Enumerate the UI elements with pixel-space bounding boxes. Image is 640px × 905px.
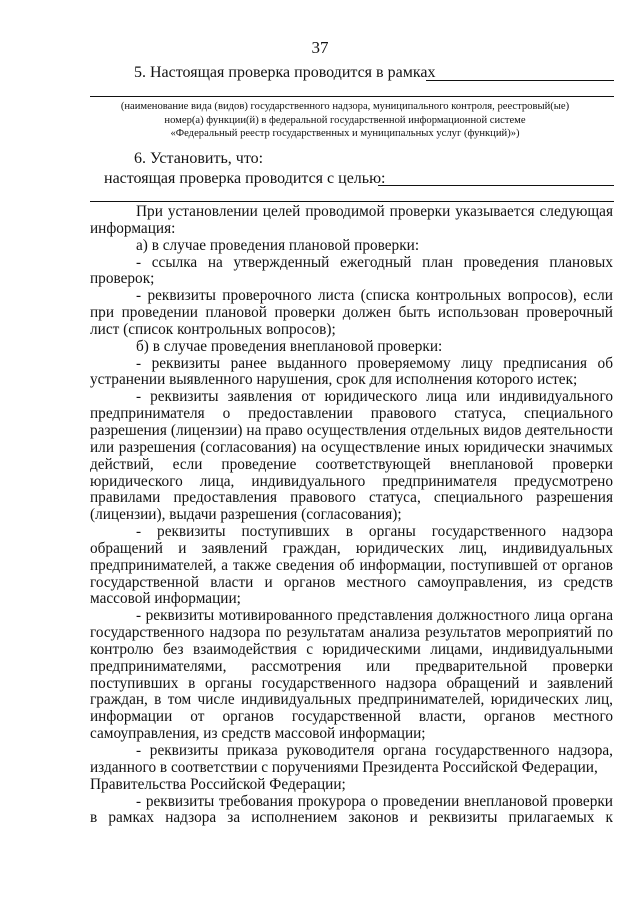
body-line: контролю без взаимодействия с юридическими лицами, индивидуальными <box>90 640 613 658</box>
body-line: - ссылка на утвержденный ежегодный план проведения плановых <box>136 253 613 271</box>
body-line: - реквизиты мотивированного представления должностного лица органа <box>136 607 613 625</box>
body-text <box>90 204 613 827</box>
body-line: - реквизиты требования прокурора о проведении внеплановой проверки <box>136 792 613 810</box>
body-line: предпринимателей, а также сведения об информации, поступившей от органов <box>90 556 613 574</box>
body-line: юридического лица, индивидуального предпринимателя предусмотрено <box>90 472 613 490</box>
body-line: в рамках надзора за исполнением законов и реквизиты прилагаемых к <box>90 809 613 827</box>
page-number: 37 <box>311 38 329 57</box>
caption-line: (наименование вида (видов) государственного надзора, муниципального контроля, реестровый(ые) <box>120 101 570 112</box>
body-line: или разрешения (согласования) на осуществление иных юридически значимых <box>90 438 613 456</box>
body-line: граждан, в том числе индивидуальных предпринимателей, юридических лиц, <box>90 691 613 709</box>
section-5-text: 5. Настоящая проверка проводится в рамках <box>134 64 436 81</box>
body-line: действий, если проведение соответствующей внеплановой проверки <box>90 455 613 473</box>
section-5-blank-line <box>426 80 614 81</box>
body-line: информация: <box>90 219 176 237</box>
body-line: б) в случае проведения внеплановой проверки: <box>136 337 443 355</box>
body-line: обращений и заявлений граждан, юридических лиц, индивидуальных <box>90 539 613 557</box>
body-line: правилами предоставления правового статуса, специального разрешения <box>90 489 613 507</box>
section-6-purpose-text: настоящая проверка проводится с целью: <box>104 170 386 187</box>
body-line: - реквизиты проверочного листа (списка контрольных вопросов), если <box>136 287 613 305</box>
body-line: изданного в соответствии с поручениями Президента Российской Федерации, <box>90 758 598 776</box>
body-line: предпринимателями, рассмотрения или предварительной проверки <box>90 657 613 675</box>
body-line: разрешения (лицензии) на право осуществления отдельных видов деятельности <box>90 421 613 439</box>
body-line: самоуправления, из средств массовой информации; <box>90 725 426 743</box>
body-line: При установлении целей проводимой проверки указывается следующая <box>136 203 613 220</box>
caption-line: «Федеральный реестр государственных и муниципальных услуг (функций)») <box>170 128 520 139</box>
body-line: (лицензии), выдачи разрешения (согласования); <box>90 506 402 524</box>
body-line: предпринимателя о предоставлении правового статуса, специального <box>90 405 613 423</box>
body-line: а) в случае проведения плановой проверки: <box>136 236 420 254</box>
purpose-full-blank-line <box>90 201 614 202</box>
section-5-full-blank-line <box>90 96 614 97</box>
caption-line: номер(а) функции(й) в федеральной государственной информационной системе <box>164 114 526 126</box>
body-line: устранении выявленного нарушения, срок для исполнения которого истек; <box>90 371 578 389</box>
section-6-heading: 6. Установить, что: <box>134 150 264 167</box>
body-line: государственной власти и органов местного самоуправления, из средств <box>90 573 613 591</box>
section-5-caption <box>95 100 595 141</box>
body-line: - реквизиты приказа руководителя органа государственного надзора, <box>136 742 613 759</box>
purpose-blank-line <box>378 185 614 186</box>
body-line: при проведении плановой проверки должен быть использован проверочный <box>90 304 613 322</box>
body-line: проверок; <box>90 270 155 288</box>
body-line: - реквизиты заявления от юридического лица или индивидуального <box>136 388 613 406</box>
body-line: информации от органов государственной власти, органов местного <box>90 708 613 726</box>
body-line: Правительства Российской Федерации; <box>90 775 346 793</box>
body-line: лист (список контрольных вопросов); <box>90 320 336 338</box>
body-line: - реквизиты поступивших в органы государственного надзора <box>136 523 613 541</box>
body-line: государственного надзора по результатам анализа результатов мероприятий по <box>90 624 613 642</box>
body-line: - реквизиты ранее выданного проверяемому лицу предписания об <box>136 354 613 372</box>
body-line: поступивших в органы государственного надзора обращений и заявлений <box>90 674 613 692</box>
body-line: массовой информации; <box>90 590 241 608</box>
